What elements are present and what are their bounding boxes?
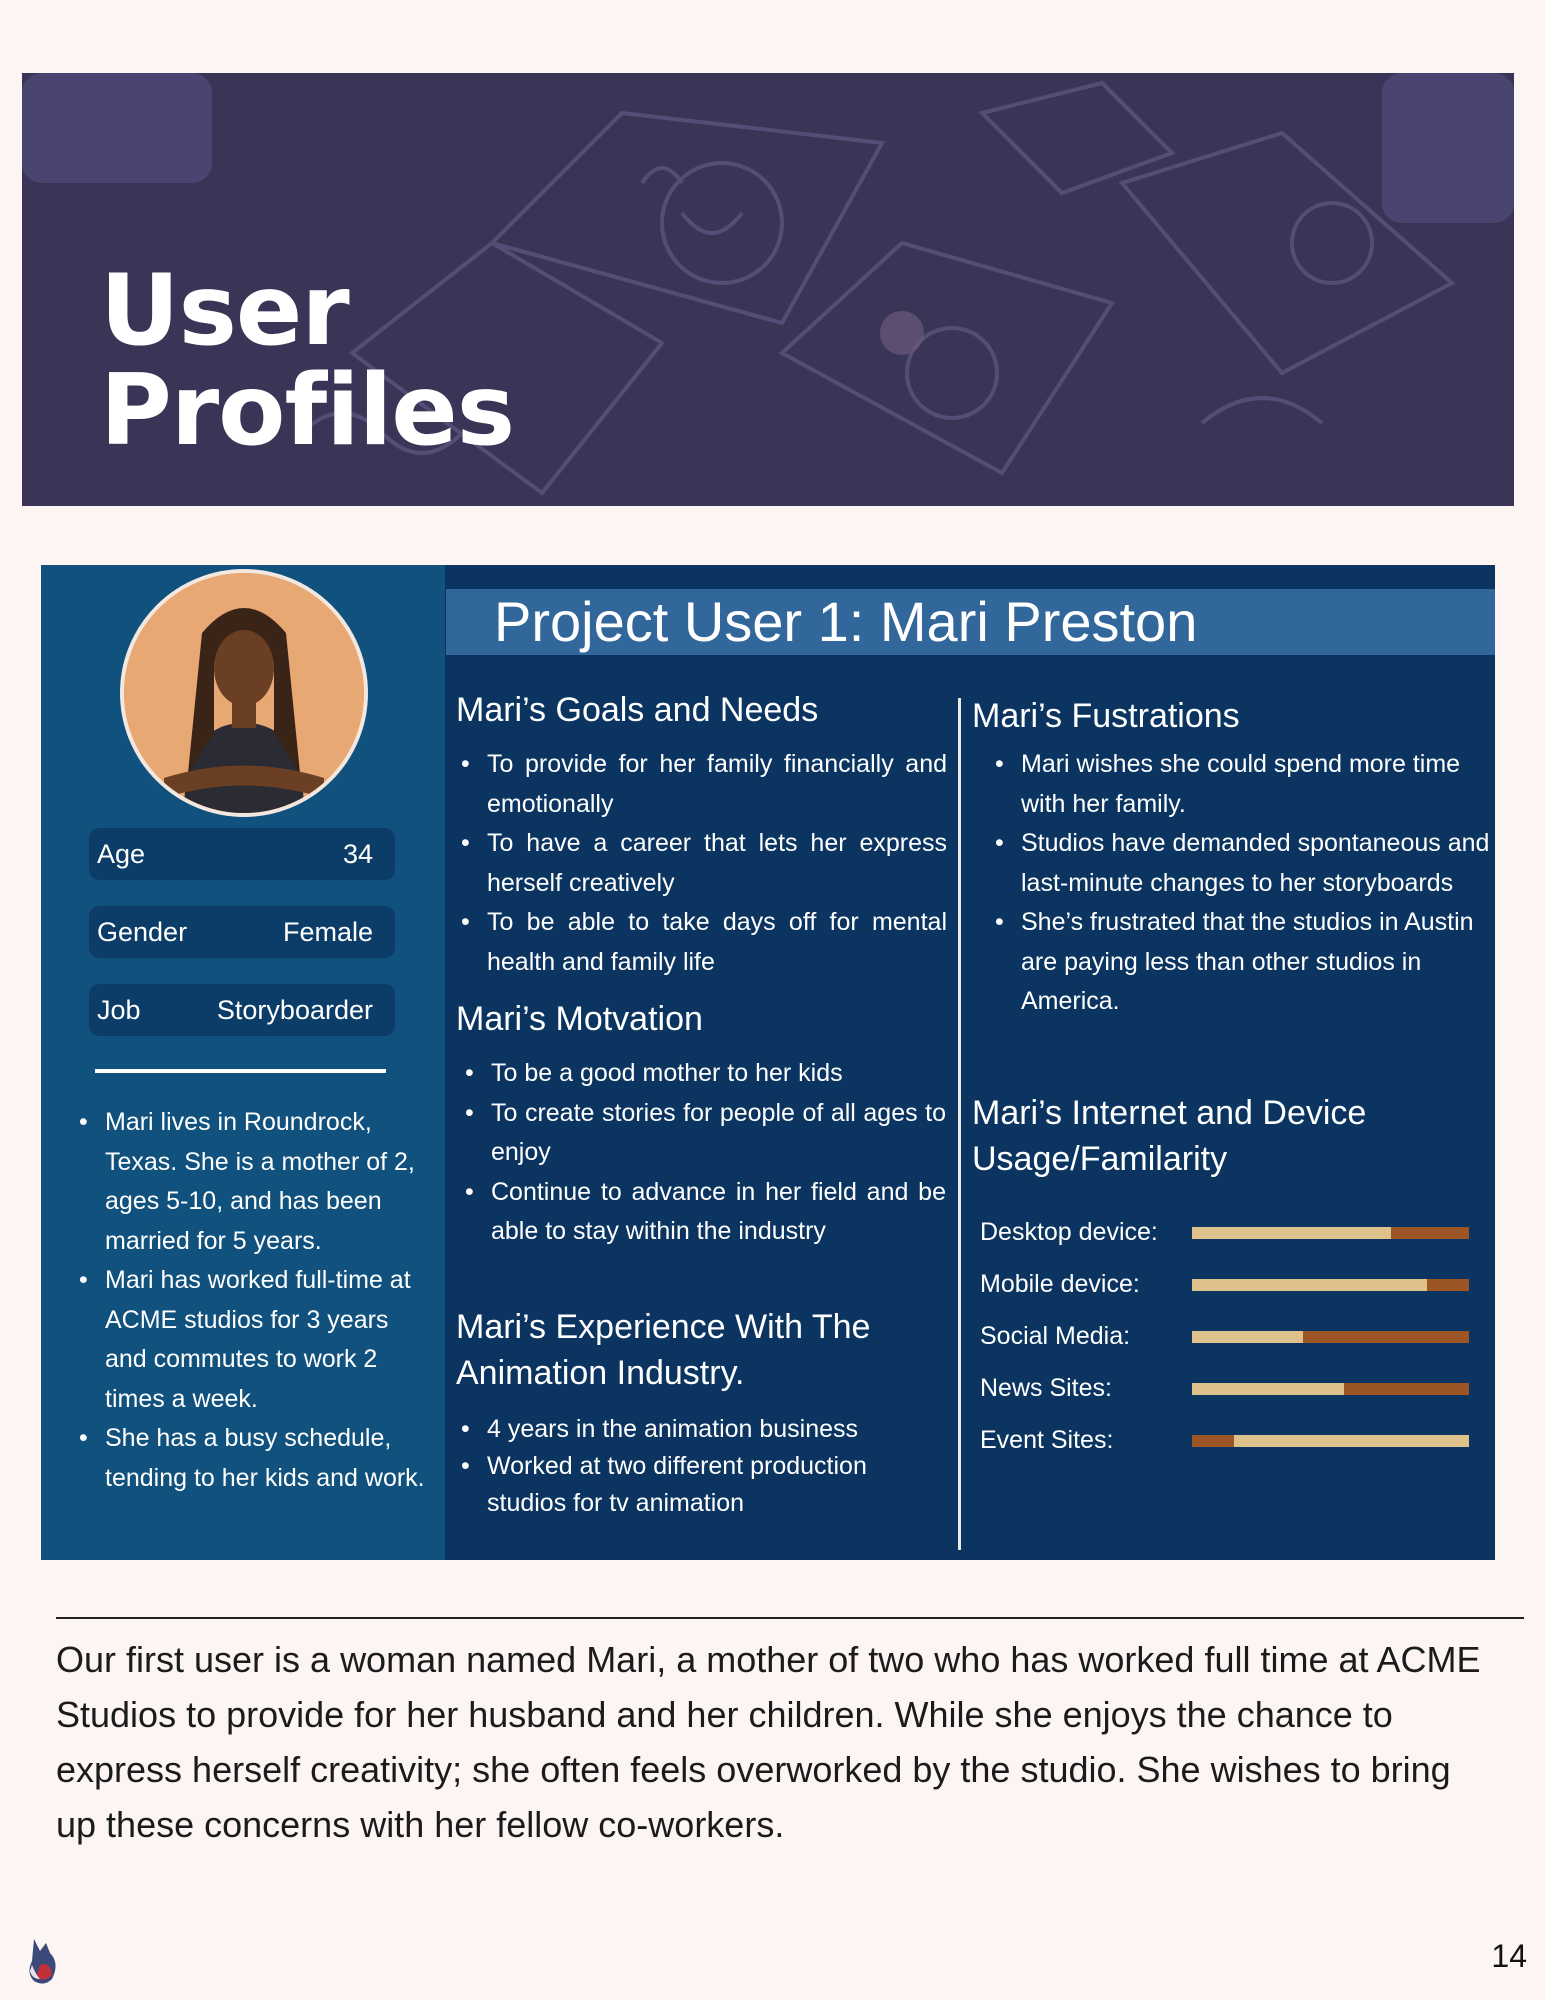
motivation-item: • To be a good mother to her kids — [491, 1054, 946, 1094]
experience-list — [487, 1411, 937, 1522]
stat-job — [89, 984, 395, 1036]
page-title-line-1: User — [100, 254, 349, 368]
experience-item: • 4 years in the animation business — [487, 1411, 937, 1448]
stat-gender-value: Female — [282, 916, 373, 947]
bio-item: • Mari has worked full-time at ACME studios for 3 years and commutes to work 2 times a week. — [105, 1261, 425, 1419]
usage-bar-desktop — [1192, 1227, 1469, 1239]
usage-label: Desktop device: — [980, 1218, 1158, 1246]
fox-logo-icon — [26, 1935, 62, 1992]
usage-bar-fill — [1192, 1383, 1344, 1395]
usage-bar-fill — [1192, 1435, 1234, 1447]
page-title-line-2: Profiles — [100, 354, 515, 468]
motivation-item: • To create stories for people of all ages to enjoy — [491, 1094, 946, 1173]
usage-title — [972, 1090, 1366, 1182]
goals-list — [487, 745, 947, 982]
usage-label: Mobile device: — [980, 1270, 1140, 1298]
usage-bar-fill — [1192, 1227, 1391, 1239]
motivation-list — [491, 1054, 946, 1252]
usage-row-mobile — [980, 1264, 1480, 1304]
frustrations-list — [1021, 745, 1491, 1022]
stat-gender — [89, 906, 395, 958]
usage-bar-fill — [1192, 1331, 1303, 1343]
goals-item: • To provide for her family financially and emotionally — [487, 745, 947, 824]
sidebar-divider — [95, 1069, 386, 1073]
goals-title: Mari’s Goals and Needs — [456, 691, 819, 729]
frustrations-item: • Mari wishes she could spend more time with her family. — [1021, 745, 1491, 824]
frustrations-item: • Studios have demanded spontaneous and last-minute changes to her storyboards — [1021, 824, 1491, 903]
usage-bar-social-media — [1192, 1331, 1469, 1343]
frustrations-title: Mari’s Fustrations — [972, 697, 1240, 735]
usage-label: News Sites: — [980, 1374, 1112, 1402]
usage-row-news-sites — [980, 1368, 1480, 1408]
profile-heading: Project User 1: Mari Preston — [446, 589, 1495, 655]
stat-job-value: Storyboarder — [216, 994, 373, 1025]
usage-title-line-1: Mari’s Internet and Device — [972, 1094, 1367, 1132]
usage-label: Social Media: — [980, 1322, 1131, 1350]
experience-title-line-1: Mari’s Experience With The — [456, 1308, 871, 1346]
bio-list — [105, 1103, 425, 1498]
section-rule — [56, 1617, 1524, 1619]
usage-row-social-media — [980, 1316, 1480, 1356]
avatar — [120, 569, 368, 817]
stat-age-value: 34 — [342, 838, 373, 869]
frustrations-item: • She’s frustrated that the studios in Austin are paying less than other studios in America. — [1021, 903, 1491, 1022]
usage-row-desktop — [980, 1212, 1480, 1252]
usage-bar-mobile — [1192, 1279, 1469, 1291]
motivation-item: • Continue to advance in her field and be able to stay within the industry — [491, 1173, 946, 1252]
experience-item: • Worked at two different production studios for tv animation — [487, 1448, 937, 1522]
stat-job-label: Job — [97, 994, 141, 1025]
page-title — [100, 254, 515, 468]
bio-item: • She has a busy schedule, tending to her kids and work. — [105, 1419, 425, 1498]
column-divider — [958, 698, 961, 1550]
usage-bar-event-sites — [1192, 1435, 1469, 1447]
summary-paragraph: Our first user is a woman named Mari, a mother of two who has worked full time at ACME Studios to provide for her husband and her children. While she enjoys the chance to express herself creativity; she often feels overworked by the studio. She wishes to bring up these concerns with her fellow co-workers. — [56, 1639, 1481, 1845]
usage-title-line-2: Usage/Familarity — [972, 1140, 1228, 1178]
goals-item: • To be able to take days off for mental health and family life — [487, 903, 947, 982]
user-profile-card — [41, 565, 1495, 1560]
experience-title — [456, 1304, 870, 1396]
experience-title-line-2: Animation Industry. — [456, 1354, 745, 1392]
hero-banner — [22, 73, 1514, 506]
stat-age — [89, 828, 395, 880]
usage-label: Event Sites: — [980, 1426, 1114, 1454]
avatar-portrait-icon — [124, 573, 364, 813]
bio-item: • Mari lives in Roundrock, Texas. She is a mother of 2, ages 5-10, and has been married for 5 years. — [105, 1103, 425, 1261]
stat-age-label: Age — [97, 838, 146, 869]
stat-gender-label: Gender — [97, 916, 188, 947]
usage-row-event-sites — [980, 1420, 1480, 1460]
usage-bar-fill — [1192, 1279, 1427, 1291]
goals-item: • To have a career that lets her express herself creatively — [487, 824, 947, 903]
profile-sidebar — [41, 565, 445, 1560]
usage-bar-news-sites — [1192, 1383, 1469, 1395]
motivation-title: Mari’s Motvation — [456, 1000, 703, 1038]
page-number: 14 — [1491, 1938, 1527, 1974]
